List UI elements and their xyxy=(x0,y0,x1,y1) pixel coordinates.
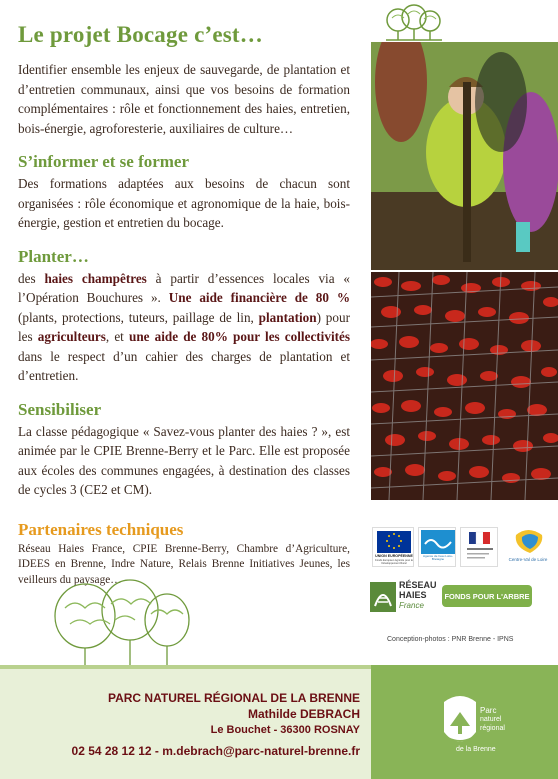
section-title-informer: S’informer et se former xyxy=(18,152,190,171)
section-planter xyxy=(18,247,350,386)
pnr-emblem-icon xyxy=(440,692,480,754)
photo-planting xyxy=(371,42,558,270)
reseau-haies-icon xyxy=(370,582,396,612)
footer-contact-block xyxy=(72,690,360,762)
planter-text-5: , et xyxy=(105,329,129,344)
credits-text: Conception-photos : PNR Brenne - IPNS xyxy=(387,636,514,643)
reseau-label-2: HAIES xyxy=(399,590,427,600)
planter-bold-2: Une aide financière de 80 % xyxy=(168,290,351,305)
section-title-partenaires: Partenaires techniques xyxy=(18,519,184,539)
footer-contact-name: Mathilde DEBRACH xyxy=(247,707,360,721)
fonds-arbre-logo xyxy=(442,585,532,607)
trees-illustration-icon xyxy=(45,578,195,670)
planter-bold-5: une aide de 80% pour les collectivités xyxy=(128,329,350,344)
planter-bold-4: agriculteurs xyxy=(37,329,106,344)
section-body-planter xyxy=(18,269,350,386)
pnr-label-4: de la Brenne xyxy=(456,746,496,753)
reseau-label-1: RÉSEAU xyxy=(399,580,437,590)
footer-phone-email: 02 54 28 12 12 - m.debrach@parc-naturel-brenne.fr xyxy=(71,744,360,758)
planter-text-1: des xyxy=(18,270,45,286)
eu-label: UNION EUROPÉENNE xyxy=(375,554,413,558)
agence-eau-label: Agence de l'eau Loire-Bretagne xyxy=(423,554,453,562)
footer-address: Le Bouchet - 36300 ROSNAY xyxy=(210,724,360,736)
partner-logos xyxy=(370,525,558,635)
section-title-planter: Planter… xyxy=(18,246,89,266)
pnr-label-3: régional xyxy=(480,725,505,732)
planter-bold-1: haies champêtres xyxy=(44,270,147,286)
pnr-brenne-logo xyxy=(440,692,530,762)
intro-paragraph: Identifier ensemble les enjeux de sauvegarde, de plantation et d’entretien communaux, ainsi que vos besoins de formation complémentaires : rôle et fonctionnement des haies, entretien, bois-énergie, agroforesterie, auxiliaires de culture… xyxy=(18,62,350,136)
planter-text-2: à partir d’essences locales via « l’Opération Bouchures ». xyxy=(18,270,350,305)
section-title-sensibiliser: Sensibiliser xyxy=(18,399,102,419)
planter-text-3: (plants, protections, tuteurs, paillage de lin, xyxy=(18,309,259,325)
section-body-informer: Des formations adaptées aux besoins de chacun sont organisées : rôle économique et agronomique de la haie, bois-énergie, gestion et entretien du bocage. xyxy=(18,176,350,230)
photo-column xyxy=(371,42,558,500)
planter-text-6: dans le respect d’un cahier des charges de plantation et d’entretien. xyxy=(18,348,350,383)
photo-seeds-grid xyxy=(371,272,558,500)
planter-text-4: ) pour les xyxy=(18,309,350,344)
section-informer xyxy=(18,152,350,233)
agence-eau-logo xyxy=(418,527,456,567)
fonds-arbre-label: FONDS POUR L'ARBRE xyxy=(444,591,530,601)
eu-sub-label: Fonds Européen Agricole pour le Développement Rural xyxy=(375,559,413,565)
region-centre-logo xyxy=(502,527,554,567)
tree-logo-icon xyxy=(384,4,444,44)
reseau-haies-logo xyxy=(370,580,440,616)
section-sensibiliser xyxy=(18,400,350,500)
footer-organization: PARC NATUREL RÉGIONAL DE LA BRENNE xyxy=(107,691,360,705)
republique-logo xyxy=(460,527,498,567)
reseau-label-3: France xyxy=(399,601,424,610)
section-body-partenaires: Réseau Haies France, CPIE Brenne-Berry, Chambre d’Agriculture, IDEES en Brenne, Indre Nature, Relais Brenne Initiatives Jeunes, les veilleurs du paysage… xyxy=(18,542,350,586)
main-content xyxy=(18,22,350,588)
pnr-label-1: Parc xyxy=(480,706,497,715)
planter-bold-3: plantation xyxy=(258,309,317,325)
section-body-sensibiliser: La classe pédagogique « Savez-vous planter des haies ? », est animée par le CPIE Brenne-Berry et le Parc. Elle est proposée aux écoles des communes engagées, à destination des classes de cycles 3 (CE2 et CM). xyxy=(18,423,350,497)
region-label: Centre-Val de Loire xyxy=(508,557,548,562)
page-title: Le projet Bocage c’est… xyxy=(18,22,263,47)
eu-logo xyxy=(372,527,414,567)
pnr-label-2: naturel xyxy=(480,716,502,723)
